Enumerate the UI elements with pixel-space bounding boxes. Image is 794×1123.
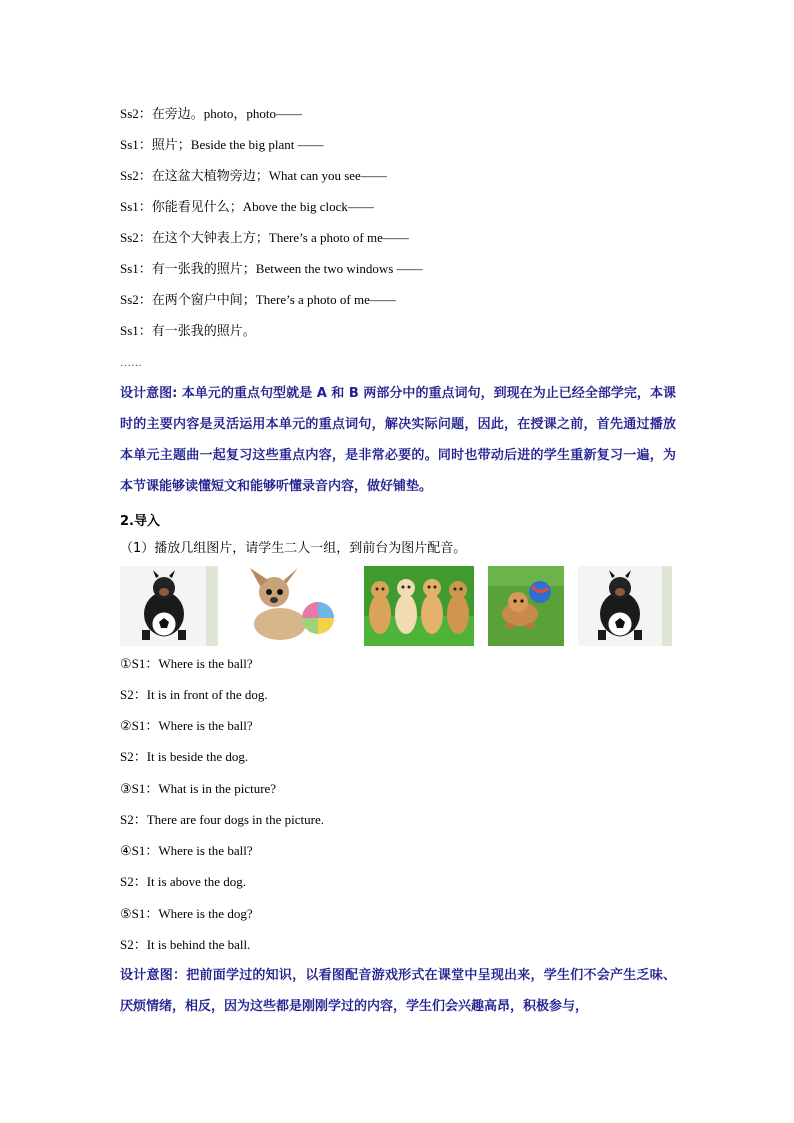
dialogue-line: ⑤S1：Where is the dog? <box>120 906 253 921</box>
dialogue-line: Ss2：在这个大钟表上方；There’s a photo of me—— <box>120 230 409 245</box>
design-intent-paragraph: 设计意图: 本单元的重点句型就是 A 和 B 两部分中的重点词句，到现在为止已经全部学完，本课时的主要内容是灵活运用本单元的重点词句，解决实际问题，因此，在授课之前，首先通过播放本单元主题曲一起复习这些重点内容，是非常必要的。同时也带动后进的学生重新复习一遍，为本节课能够读懂短文和能够听懂录音内容，做好铺垫。 <box>120 386 676 494</box>
four-puppies-image <box>364 566 474 646</box>
dialogue-line: Ss1：有一张我的照片；Between the two windows —— <box>120 261 423 276</box>
dialogue-line: ②S1：Where is the ball? <box>120 718 253 733</box>
dog-on-grass-with-ball-image <box>488 566 564 646</box>
section-heading: 2.导入 <box>120 514 160 529</box>
dialogue-line: Ss2：在旁边。photo，photo—— <box>120 106 303 121</box>
dialogue-line: Ss1：有一张我的照片。 <box>120 323 256 338</box>
dialogue-line: S2：It is beside the dog. <box>120 749 249 764</box>
chihuahua-with-ball-image <box>242 566 340 646</box>
ellipsis: …… <box>120 357 142 369</box>
dialogue-line: Ss1：你能看见什么；Above the big clock—— <box>120 199 374 214</box>
instruction-line: （1）播放几组图片，请学生二人一组，到前台为图片配音。 <box>120 541 467 556</box>
dialogue-line: Ss2：在两个窗户中间；There’s a photo of me—— <box>120 292 396 307</box>
dialogue-line: ①S1：Where is the ball? <box>120 656 253 671</box>
dialogue-line: Ss2：在这盆大植物旁边；What can you see—— <box>120 168 387 183</box>
dialogue-line: S2：There are four dogs in the picture. <box>120 812 324 827</box>
dialogue-line: ③S1：What is in the picture? <box>120 781 277 796</box>
dialogue-line: S2：It is above the dog. <box>120 874 247 889</box>
design-intent-paragraph-2: 设计意图：把前面学过的知识，以看图配音游戏形式在课堂中呈现出来，学生们不会产生乏味、厌烦情绪，相反，因为这些都是刚刚学过的内容，学生们会兴趣高昂，积极参与， <box>120 968 676 1014</box>
dialogue-line: S2：It is behind the ball. <box>120 937 251 952</box>
dialogue-line: S2：It is in front of the dog. <box>120 687 268 702</box>
dialogue-line: ④S1：Where is the ball? <box>120 843 253 858</box>
dog-with-soccer-ball-image <box>120 566 218 646</box>
dialogue-line: Ss1：照片；Beside the big plant —— <box>120 137 324 152</box>
dog-with-soccer-ball-image-2 <box>578 566 672 646</box>
